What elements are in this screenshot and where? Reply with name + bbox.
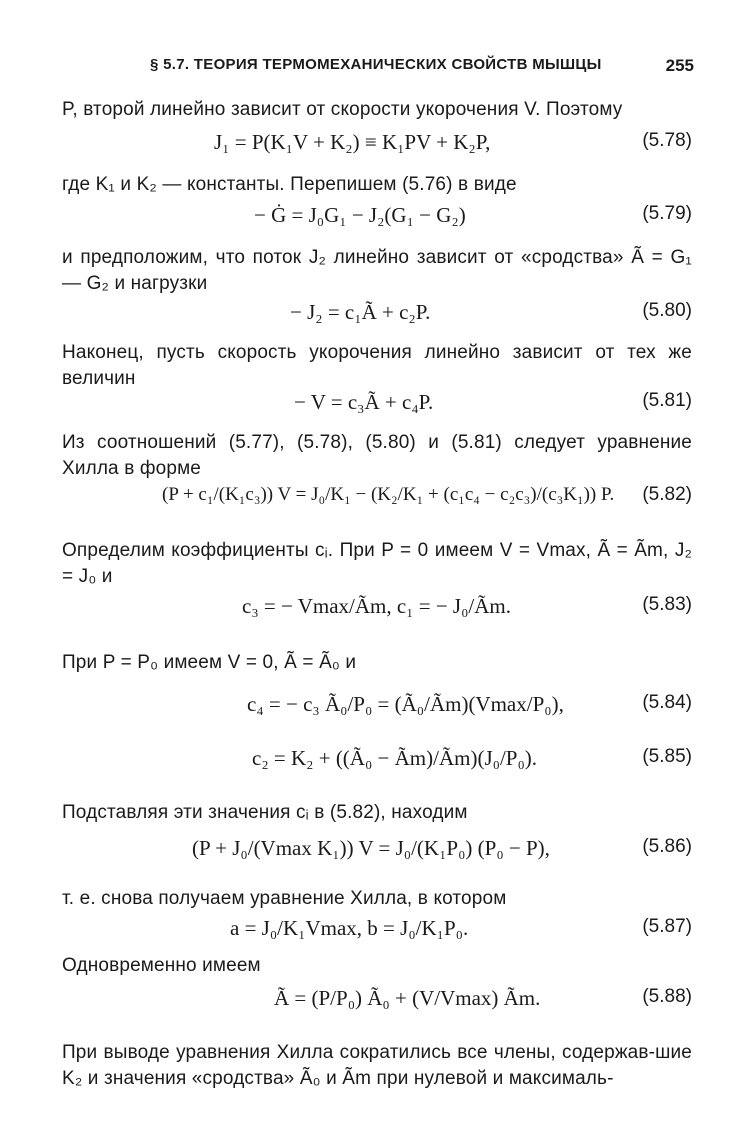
- page-number: 255: [665, 56, 694, 75]
- equation-5-84: [62, 692, 692, 736]
- equation-5-81-number: (5.81): [642, 390, 692, 411]
- equation-5-79: [62, 203, 692, 243]
- paragraph-7: При P = P₀ имеем V = 0, Ã = Ã₀ и: [62, 652, 357, 673]
- equation-5-83: [62, 594, 692, 638]
- equation-5-88: [62, 986, 692, 1030]
- equation-5-81-formula: − V = c₃Ã + c₄P.: [294, 390, 434, 414]
- equation-5-78: [62, 130, 692, 170]
- equation-5-86-number: (5.86): [642, 836, 692, 857]
- equation-5-78-number: (5.78): [642, 130, 692, 151]
- equation-5-84-number: (5.84): [642, 692, 692, 713]
- equation-5-82-number: (5.82): [642, 484, 692, 505]
- equation-5-85-formula: c₂ = K₂ + ((Ã₀ − Ãm)/Ãm)(J₀/P₀).: [252, 746, 538, 770]
- equation-5-86: [62, 836, 692, 880]
- equation-5-81: [62, 390, 692, 430]
- equation-5-88-formula: Ã = (P/P₀) Ã₀ + (V/Vmax) Ãm.: [274, 986, 541, 1010]
- paragraph-4: Наконец, пусть скорость укорочения линейно зависит от тех же величин: [62, 342, 692, 389]
- equation-5-84-formula: c₄ = − c₃ Ã₀/P₀ = (Ã₀/Ãm)(Vmax/P₀),: [247, 692, 564, 716]
- equation-5-82-formula: (P + c₁/(K₁c₃)) V = J₀/K₁ − (K₂/K₁ + (c₁c₄ − c₂c₃)/(c₃K₁)) P.: [162, 484, 615, 505]
- equation-5-85: [62, 746, 692, 790]
- paragraph-1: P, второй линейно зависит от скорости укорочения V. Поэтому: [62, 99, 623, 120]
- equation-5-87-formula: a = J₀/K₁Vmax, b = J₀/K₁P₀.: [230, 916, 469, 940]
- paragraph-8: Подставляя эти значения cᵢ в (5.82), находим: [62, 802, 468, 823]
- running-title: § 5.7. ТЕОРИЯ ТЕРМОМЕХАНИЧЕСКИХ СВОЙСТВ МЫШЦЫ: [150, 56, 602, 73]
- equation-5-80: [62, 300, 692, 340]
- equation-5-80-formula: − J₂ = c₁Ã + c₂P.: [290, 300, 431, 324]
- equation-5-85-number: (5.85): [642, 746, 692, 767]
- equation-5-87-number: (5.87): [642, 916, 692, 937]
- equation-5-88-number: (5.88): [642, 986, 692, 1007]
- paragraph-9: т. е. снова получаем уравнение Хилла, в котором: [62, 888, 507, 909]
- paragraph-10: Одновременно имеем: [62, 955, 261, 976]
- paragraph-11: При выводе уравнения Хилла сократились все члены, содержав-шие K₂ и значения «сродства» Ã₀ и Ãm при нулевой и максималь-: [62, 1042, 692, 1089]
- paragraph-6: Определим коэффициенты cᵢ. При P = 0 имеем V = Vmax, Ã = Ãm, J₂ = J₀ и: [62, 540, 692, 587]
- equation-5-87: [62, 916, 692, 956]
- equation-5-83-formula: c₃ = − Vmax/Ãm, c₁ = − J₀/Ãm.: [242, 594, 512, 618]
- equation-5-79-number: (5.79): [642, 203, 692, 224]
- page-header: [62, 56, 694, 80]
- paragraph-3: и предположим, что поток J₂ линейно зависит от «сродства» Ã = G₁ — G₂ и нагрузки: [62, 247, 692, 294]
- equation-5-79-formula: − Ġ = J₀G₁ − J₂(G₁ − G₂): [254, 203, 466, 227]
- equation-5-83-number: (5.83): [642, 594, 692, 615]
- paragraph-2: где K₁ и K₂ — константы. Перепишем (5.76) в виде: [62, 174, 517, 195]
- equation-5-86-formula: (P + J₀/(Vmax K₁)) V = J₀/(K₁P₀) (P₀ − P),: [192, 836, 550, 860]
- equation-5-80-number: (5.80): [642, 300, 692, 321]
- paragraph-5: Из соотношений (5.77), (5.78), (5.80) и (5.81) следует уравнение Хилла в форме: [62, 432, 692, 479]
- equation-5-82: [62, 484, 692, 528]
- equation-5-78-formula: J₁ = P(K₁V + K₂) ≡ K₁PV + K₂P,: [214, 130, 491, 154]
